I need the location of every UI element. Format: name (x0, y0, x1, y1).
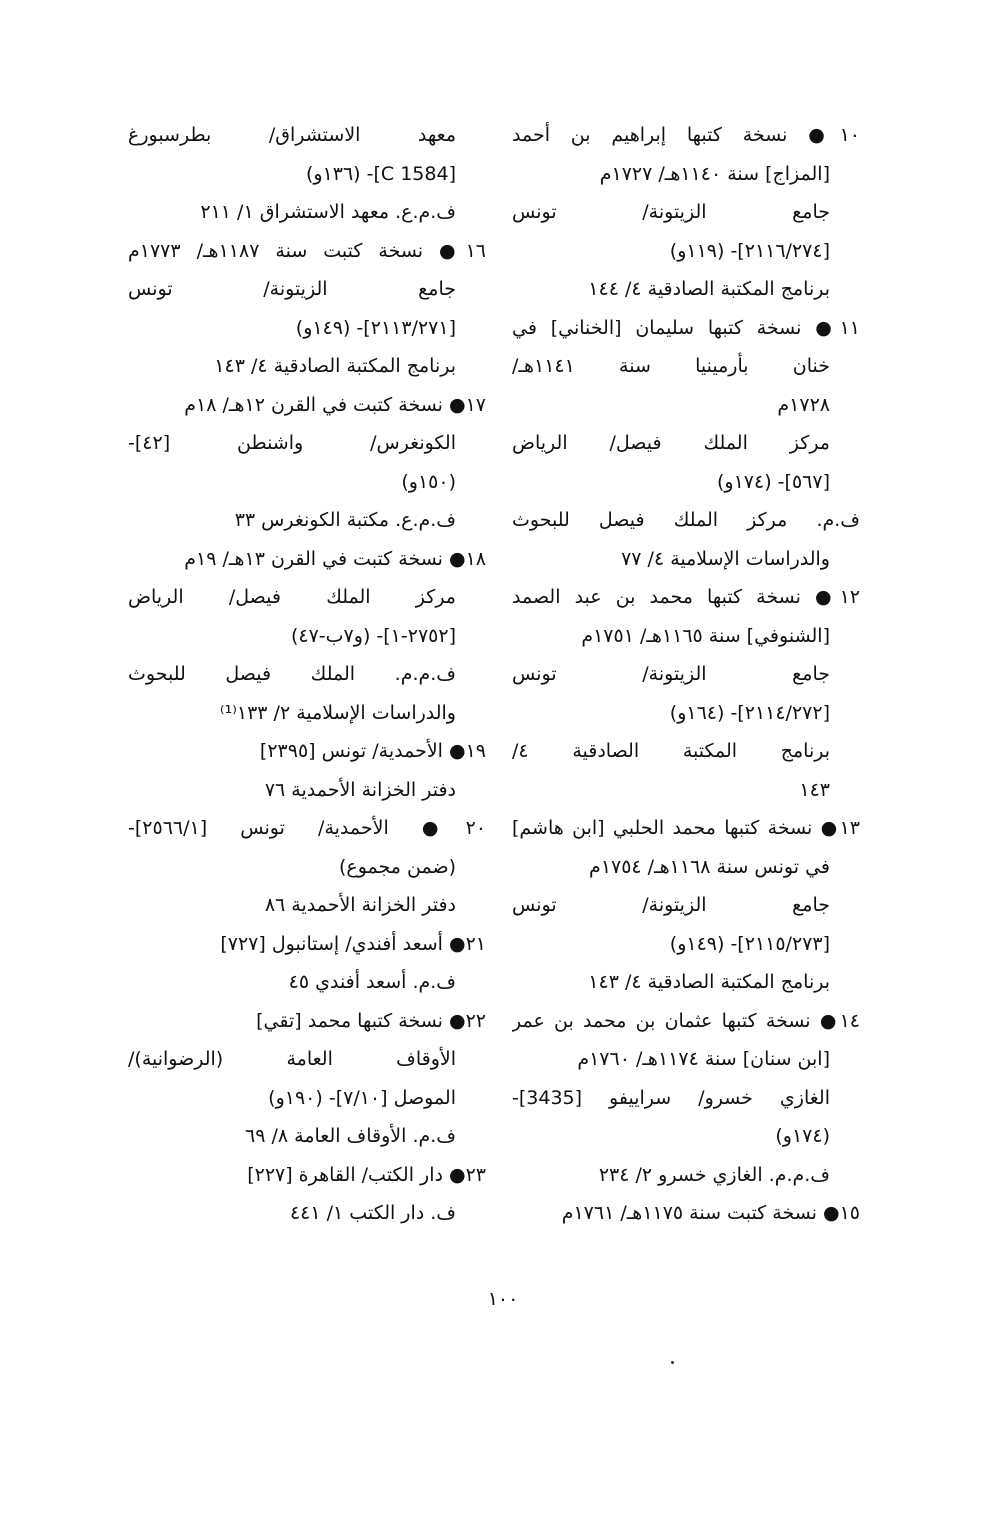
right-column (512, 116, 860, 1233)
left-column-line: مركز الملك فيصل/ الرياض (128, 586, 456, 608)
right-column-line: [٥٦٧]- (١٧٤و) (717, 470, 830, 493)
right-column-line: جامع الزيتونة/ تونس (512, 663, 830, 685)
right-column-line: ١١● نسخة كتبها سليمان [الخناني] في (512, 316, 860, 339)
right-column-line: برنامج المكتبة الصادقية ٤/ ١٤٣ (588, 971, 830, 993)
left-column-line: ف.م.م. الملك فيصل للبحوث (128, 663, 456, 685)
right-column-line: [ابن سنان] سنة ١١٧٤هـ/ ١٧٦٠م (577, 1048, 830, 1070)
left-column-line: ف.م. أسعد أفندي ٤٥ (288, 971, 456, 993)
left-column-line: ١٨● نسخة كتبت في القرن ١٣هـ/ ١٩م (184, 547, 486, 570)
left-column-line: والدراسات الإسلامية ٢/ ١٣٣⁽¹⁾ (219, 701, 456, 724)
left-column-line: ٢٠● الأحمدية/ تونس [٢٥٦٦/١]- (128, 817, 486, 839)
left-column-line: ١٩● الأحمدية/ تونس [٢٣٩٥] (259, 740, 486, 762)
left-column-line: [٢٧٥٢-١]- (و٧ب-٤٧) (290, 624, 456, 647)
left-column-line: دفتر الخزانة الأحمدية ٧٦ (264, 778, 456, 801)
left-column-line: معهد الاستشراق/ بطرسبورغ (128, 124, 456, 146)
left-column-line: الكونغرس/ واشنطن [٤٢]- (128, 432, 456, 454)
right-column-line: (١٧٤و) (775, 1125, 830, 1147)
right-column-line: ف.م.م. الغازي خسرو ٢/ ٢٣٤ (598, 1163, 830, 1186)
left-column-line: ١٦● نسخة كتبت سنة ١١٨٧هـ/ ١٧٧٣م (128, 239, 486, 262)
right-column-line: ١٤● نسخة كتبها عثمان بن محمد بن عمر (512, 1009, 860, 1032)
left-column-line: دفتر الخزانة الأحمدية ٨٦ (264, 894, 456, 916)
right-column-line: ف.م. مركز الملك فيصل للبحوث (512, 509, 860, 531)
left-column-line: ١٧● نسخة كتبت في القرن ١٢هـ/ ١٨م (184, 393, 486, 416)
left-column-line: ٢٢● نسخة كتبها محمد [تقي] (256, 1009, 486, 1032)
left-column-line: جامع الزيتونة/ تونس (128, 278, 456, 300)
right-column-line: في تونس سنة ١١٦٨هـ/ ١٧٥٤م (589, 855, 830, 878)
right-column-line: الغازي خسرو/ سراييفو [3435]- (512, 1086, 830, 1109)
left-column-line: [C 1584]- (١٣٦و) (305, 162, 456, 185)
left-column-line: الموصل [٧/١٠]- (١٩٠و) (268, 1086, 456, 1109)
left-column-line: برنامج المكتبة الصادقية ٤/ ١٤٣ (214, 355, 456, 377)
left-column-line: [٢١١٣/٢٧١]- (١٤٩و) (295, 316, 456, 339)
page-number: ١٠٠ (487, 1288, 519, 1310)
right-column-line: [الشنوفي] سنة ١١٦٥هـ/ ١٧٥١م (581, 624, 830, 647)
left-column-line: ف. دار الكتب ١/ ٤٤١ (289, 1202, 456, 1224)
stray-mark (671, 1361, 674, 1364)
right-column-line: ١٧٢٨م (777, 393, 830, 416)
right-column-line: ١٣● نسخة كتبها محمد الحلبي [ابن هاشم] (512, 817, 860, 839)
right-column-line: جامع الزيتونة/ تونس (512, 894, 830, 916)
right-column-line: ١٤٣ (799, 778, 830, 801)
right-column-line: [٢١١٦/٢٧٤]- (١١٩و) (669, 239, 830, 262)
left-column-line: (١٥٠و) (401, 470, 456, 493)
left-column-line: ٢١● أسعد أفندي/ إستانبول [٧٢٧] (220, 932, 486, 955)
right-column-line: برنامج المكتبة الصادقية ٤/ ١٤٤ (588, 278, 830, 300)
left-column (128, 116, 486, 1233)
right-column-line: [٢١١٥/٢٧٣]- (١٤٩و) (669, 932, 830, 955)
right-column-line: خنان بأرمينيا سنة ١١٤١هـ/ (512, 355, 830, 377)
right-column-line: ١٢● نسخة كتبها محمد بن عبد الصمد (512, 586, 860, 608)
left-column-line: ٢٣● دار الكتب/ القاهرة [٢٢٧] (247, 1163, 486, 1186)
left-column-line: ف.م.ع. مكتبة الكونغرس ٣٣ (234, 509, 456, 531)
right-column-line: ١٥● نسخة كتبت سنة ١١٧٥هـ/ ١٧٦١م (561, 1202, 860, 1224)
left-column-line: (ضمن مجموع) (338, 855, 456, 878)
left-column-line: ف.م. الأوقاف العامة ٨/ ٦٩ (245, 1125, 456, 1147)
right-column-line: [٢١١٤/٢٧٢]- (١٦٤و) (669, 701, 830, 724)
right-column-line: [المزاج] سنة ١١٤٠هـ/ ١٧٢٧م (599, 162, 830, 185)
right-column-line: برنامج المكتبة الصادقية ٤/ (512, 740, 830, 762)
right-column-line: مركز الملك فيصل/ الرياض (512, 432, 830, 454)
left-column-line: ف.م.ع. معهد الاستشراق ١/ ٢١١ (200, 201, 456, 223)
right-column-line: جامع الزيتونة/ تونس (512, 201, 830, 223)
right-column-line: ١٠● نسخة كتبها إبراهيم بن أحمد (512, 124, 860, 146)
right-column-line: والدراسات الإسلامية ٤/ ٧٧ (621, 547, 830, 570)
left-column-line: الأوقاف العامة (الرضوانية)/ (128, 1048, 456, 1070)
